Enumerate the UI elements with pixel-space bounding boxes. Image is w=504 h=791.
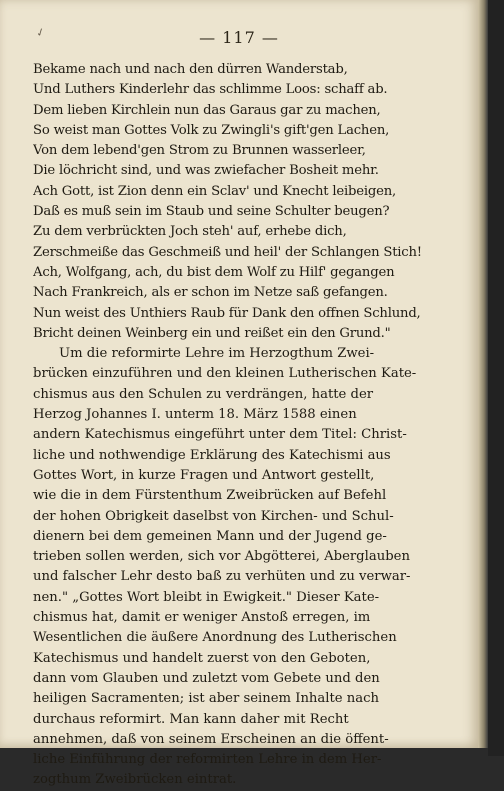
prose-line: Wesentlichen die äußere Anordnung des Lutherischen [33, 630, 397, 646]
poem-line: Bekame nach und nach den dürren Wanderstab, [33, 62, 348, 77]
prose-line: liche Einführung der reformirten Lehre in dem Her- [33, 752, 382, 768]
prose-line: Herzog Johannes I. unterm 18. März 1588 einen [33, 407, 357, 423]
poem-line: Dem lieben Kirchlein nun das Garaus gar zu machen, [33, 102, 381, 118]
prose-line: brücken einzuführen und den kleinen Lutherischen Kate- [33, 366, 417, 382]
page-edge [478, 0, 488, 748]
prose-line: durchaus reformirt. Man kann daher mit Recht [33, 711, 349, 727]
prose-line: dann vom Glauben und zuletzt vom Gebete und den [33, 670, 380, 686]
prose-line: liche und nothwendige Erklärung des Katechismi aus [33, 447, 391, 463]
prose-line: und falscher Lehr desto baß zu verhüten und zu verwar- [33, 569, 411, 585]
prose-line: dienern bei dem gemeinen Mann und der Jugend ge- [33, 528, 387, 544]
poem-line: Und Luthers Kinderlehr das schlimme Loos: schaff ab. [33, 82, 388, 98]
prose-line: zogthum Zweibrücken eintrat. [33, 772, 237, 788]
poem-line: So weist man Gottes Volk zu Zwingli's gift'gen Lachen, [33, 122, 390, 138]
prose-line: annehmen, daß von seinem Erscheinen an die öffent- [33, 731, 389, 747]
prose-line: heiligen Sacramenten; ist aber seinem Inhalte nach [33, 691, 380, 707]
poem-line: Von dem lebend'gen Strom zu Brunnen wasserleer, [33, 143, 366, 159]
page-body [33, 60, 469, 791]
poem-block [33, 60, 469, 344]
poem-line: Nach Frankreich, als er schon im Netze saß gefangen. [33, 285, 388, 301]
pencil-mark: ✓ [34, 24, 48, 41]
prose-line: nen." „Gottes Wort bleibt in Ewigkeit." Dieser Kate- [33, 589, 380, 605]
poem-line: Zerschmeiße das Geschmeiß und heil' der Schlangen Stich! [33, 244, 422, 260]
prose-line: andern Katechismus eingeführt unter dem Titel: Christ- [33, 427, 407, 443]
poem-line: Nun weist des Unthiers Raub für Dank den offnen Schlund, [33, 305, 421, 321]
prose-line: trieben sollen werden, sich vor Abgötterei, Aberglauben [33, 549, 410, 565]
poem-line: Bricht deinen Weinberg ein und reißet ein den Grund." [33, 325, 391, 341]
book-binding [488, 0, 504, 756]
prose-line: wie die in dem Fürstenthum Zweibrücken auf Befehl [33, 488, 387, 504]
prose-line: chismus aus den Schulen zu verdrängen, hatte der [33, 386, 374, 402]
poem-line: Die löchricht sind, und was zwiefacher Bosheit mehr. [33, 163, 379, 179]
poem-line: Ach, Wolfgang, ach, du bist dem Wolf zu Hilf' gegangen [33, 264, 395, 280]
poem-line: Daß es muß sein im Staub und seine Schulter beugen? [33, 204, 390, 220]
prose-block [33, 344, 469, 791]
poem-line: Zu dem verbrückten Joch steh' auf, erhebe dich, [33, 224, 347, 240]
prose-line: der hohen Obrigkeit daselbst von Kirchen- und Schul- [33, 508, 394, 524]
prose-line: Gottes Wort, in kurze Fragen und Antwort gestellt, [33, 467, 375, 483]
prose-line: Um die reformirte Lehre im Herzogthum Zwei- [59, 346, 375, 362]
prose-line: chismus hat, damit er weniger Anstoß erregen, im [33, 610, 371, 626]
prose-line: Katechismus und handelt zuerst von den Geboten, [33, 650, 371, 666]
page-number-header: — 117 — [199, 28, 279, 47]
poem-line: Ach Gott, ist Zion denn ein Sclav' und Knecht leibeigen, [33, 183, 397, 199]
